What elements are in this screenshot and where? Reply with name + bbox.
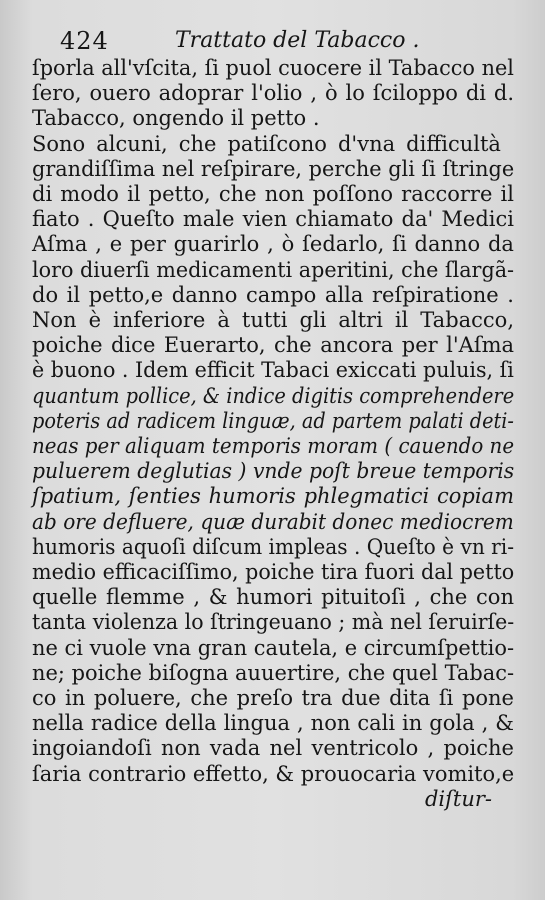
text-line: co in poluere, che preſo tra due dita ſi pone (32, 686, 514, 711)
catchword: diſtur- (424, 786, 492, 811)
text-line: nella radice della lingua , non cali in gola , & (32, 711, 514, 736)
text-line: ſaria contrario effetto, & prouocaria vomito,e (32, 761, 515, 786)
text-line: quelle flemme , & humori pituitoſi , che con (32, 585, 514, 610)
text-line: Tabacco, ongendo il petto . (32, 106, 320, 131)
text-line: do il petto,e danno campo alla reſpiratione . (32, 282, 514, 307)
text-line: grandiſſima nel reſpirare, perche gli ſi ſtringe (32, 156, 515, 181)
text-line: neas per aliquam temporis moram ( cauendo ne (32, 434, 515, 459)
text-line: loro diuerſi medicamenti aperitini, che ſlargã- (32, 257, 515, 282)
body-text (32, 56, 522, 812)
text-line: ſero, ouero adoprar l'olio , ò lo ſciloppo di d. (32, 81, 515, 106)
text-line: ſporla all'vſcita, ſi puol cuocere il Tabacco nel (32, 56, 514, 80)
text-line: poteris ad radicem linguæ, ad partem palati deti- (32, 408, 514, 433)
text-line: Non è inferiore à tutti gli altri il Tabacco, (32, 308, 514, 333)
text-line: fiato . Queſto male vien chiamato da' Medici (32, 207, 514, 232)
running-title: Trattato del Tabacco . (175, 28, 420, 53)
text-line: ab ore defluere, quæ durabit donec mediocrem (32, 509, 514, 534)
text-line: ne ci vuole vna gran cautela, e circumſpettio- (32, 635, 515, 660)
text-line: Sono alcuni, che patiſcono d'vna difficultà (32, 131, 501, 156)
text-line: è buono . Idem efficit Tabaci exiccati puluis, ſi (32, 358, 514, 383)
page-header (60, 28, 530, 54)
text-line: quantum pollice, & indice digitis comprehendere (32, 383, 515, 408)
text-line: humoris aquoſi diſcum impleas . Queſto è vn ri- (32, 534, 515, 559)
text-line: poiche dice Euerarto, che ancora per l'Aſma (32, 333, 515, 358)
text-line: Aſma , e per guarirlo , ò ſedarlo, ſi danno da (32, 232, 514, 257)
text-line: puluerem deglutias ) vnde poſt breue temporis (32, 459, 515, 484)
text-line: medio efficaciſſimo, poiche tira fuori dal petto (32, 560, 515, 585)
text-line: di modo il petto, che non poſſono raccorre il (32, 182, 514, 207)
text-line: ſpatium, ſenties humoris phlegmatici copiam (32, 484, 514, 509)
page-number: 424 (60, 27, 109, 55)
text-line: tanta violenza lo ſtringeuano ; mà nel ſeruirſe- (32, 610, 515, 635)
text-line: ne; poiche biſogna auuertire, che quel Tabac- (32, 660, 515, 685)
text-line: ingoiandoſi non vada nel ventricolo , poiche (32, 736, 514, 761)
